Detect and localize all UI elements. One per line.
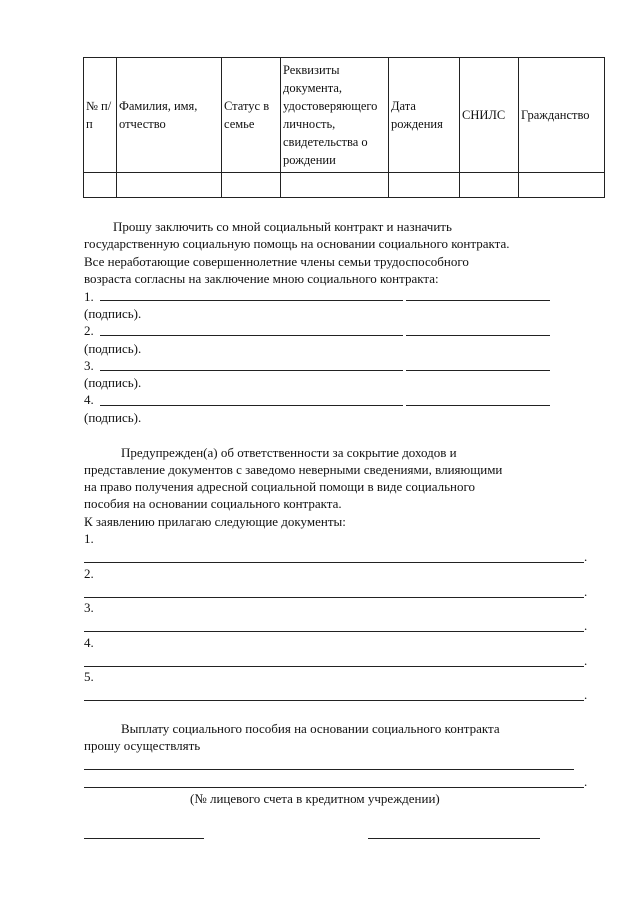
signature-line[interactable] [406,405,550,406]
attachment-line[interactable] [84,562,584,563]
table-cell[interactable] [222,173,281,198]
paragraph2-line: Предупрежден(а) об ответственности за сокрытие доходов и [121,445,457,460]
signature-line[interactable] [406,370,550,371]
table-cell[interactable] [389,173,460,198]
attachment-item-number: 2. [84,566,94,581]
paragraph2-line: пособия на основании социального контракта. [84,496,342,511]
account-line[interactable] [84,787,584,788]
paragraph2-line: на право получения адресной социальной помощи в виде социального [84,479,476,494]
attachment-item-number: 1. [84,531,94,546]
paragraph1-line: Прошу заключить со мной социальный контракт и назначить [113,219,452,234]
attachments-intro: К заявлению прилагаю следующие документы: [84,514,346,529]
attachment-line[interactable] [84,700,584,701]
signature-item-number: 4. [84,392,94,407]
family-members-table [83,57,605,198]
signature-item-number: 3. [84,358,94,373]
table-row [84,173,605,198]
signature-label: (подпись). [84,375,142,390]
paragraph1-line: Все неработающие совершеннолетние члены семьи трудоспособного [84,254,469,269]
header-full-name: Фамилия, имя, отчество [117,58,222,173]
line-end-dot: . [584,618,588,633]
attachment-item-number: 4. [84,635,94,650]
signature-item-number: 2. [84,323,94,338]
signature-line[interactable] [406,335,550,336]
signature-line[interactable] [406,300,550,301]
paragraph1-line: возраста согласны на заключение мною социального контракта: [84,271,439,286]
paragraph3-line: прошу осуществлять [84,738,201,753]
account-line[interactable] [84,769,574,770]
line-end-dot: . [584,774,588,789]
signature-label: (подпись). [84,341,142,356]
table-cell[interactable] [281,173,389,198]
paragraph3-line: Выплату социального пособия на основании социального контракта [121,721,500,736]
signature-name-line[interactable] [100,405,403,406]
signature-name-line[interactable] [100,335,403,336]
header-id-document: Реквизиты документа, удостоверяющего личность, свидетельства о рождении [281,58,389,173]
table-header-row [84,58,605,173]
paragraph2-line: представление документов с заведомо неверными сведениями, влияющими [84,462,503,477]
table-cell[interactable] [519,173,605,198]
signature-item-number: 1. [84,289,94,304]
paragraph1-line: государственную социальную помощь на основании социального контракта. [84,236,510,251]
table-cell[interactable] [460,173,519,198]
line-end-dot: . [584,584,588,599]
header-snils: СНИЛС [460,58,519,173]
line-end-dot: . [584,549,588,564]
header-family-status: Статус в семье [222,58,281,173]
table-cell[interactable] [117,173,222,198]
attachment-line[interactable] [84,666,584,667]
account-caption: (№ лицевого счета в кредитном учреждении) [190,791,440,806]
attachment-item-number: 5. [84,669,94,684]
attachment-item-number: 3. [84,600,94,615]
table-cell[interactable] [84,173,117,198]
line-end-dot: . [584,653,588,668]
line-end-dot: . [584,687,588,702]
header-citizenship: Гражданство [519,58,605,173]
attachment-line[interactable] [84,597,584,598]
final-signature-line[interactable] [368,838,540,839]
signature-label: (подпись). [84,306,142,321]
attachment-line[interactable] [84,631,584,632]
header-birth-date: Дата рождения [389,58,460,173]
header-number: № п/п [84,58,117,173]
signature-name-line[interactable] [100,370,403,371]
date-line[interactable] [84,838,204,839]
signature-label: (подпись). [84,410,142,425]
signature-name-line[interactable] [100,300,403,301]
